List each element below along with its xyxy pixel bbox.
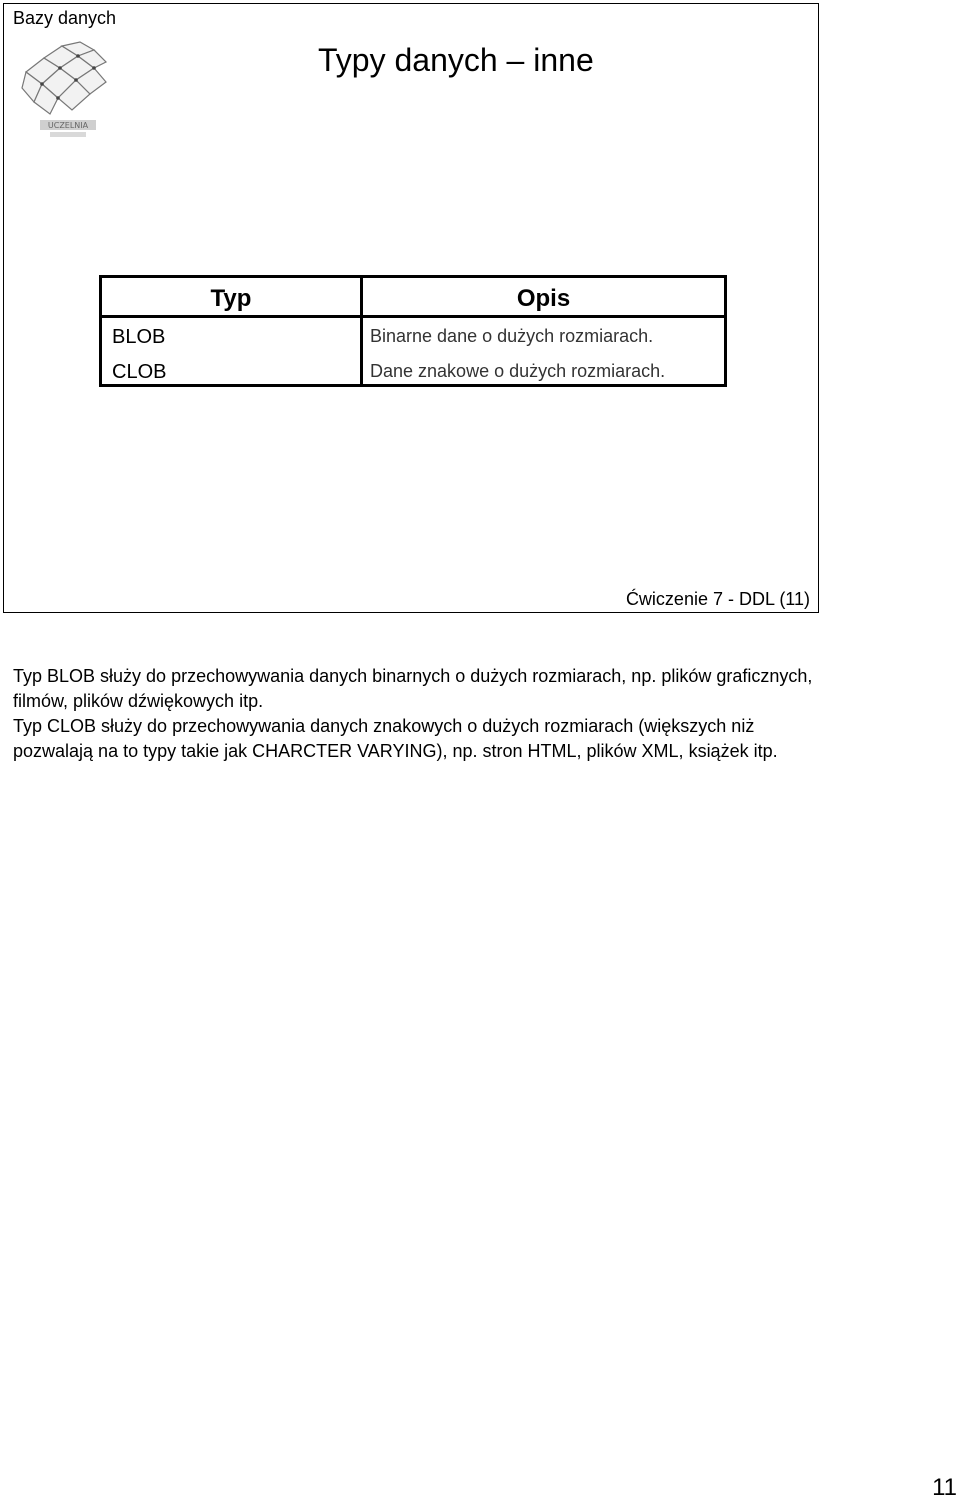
row-blob-type: BLOB xyxy=(112,326,166,348)
slide-title: Typy danych – inne xyxy=(318,42,594,78)
svg-text:UCZELNIA: UCZELNIA xyxy=(47,121,89,130)
row-blob-description: Binarne dane o dużych rozmiarach. xyxy=(370,326,654,346)
slide xyxy=(3,3,819,613)
data-types-table xyxy=(99,275,727,387)
header-typ: Typ xyxy=(210,285,252,312)
row-clob-description: Dane znakowe o dużych rozmiarach. xyxy=(370,361,666,381)
row-clob-type: CLOB xyxy=(112,361,167,383)
course-title: Bazy danych xyxy=(13,8,117,28)
slide-footer: Ćwiczenie 7 - DDL (11) xyxy=(625,589,810,609)
note-clob-paragraph: Typ CLOB służy do przechowywania danych znakowych o dużych rozmiarach (większych niż pozwalają na to typy takie jak CHARCTER VARYING), np. stron HTML, plików XML, książek itp. xyxy=(13,716,778,761)
notes-section xyxy=(13,664,813,764)
note-blob-paragraph: Typ BLOB służy do przechowywania danych binarnych o dużych rozmiarach, np. plików graficznych, filmów, plików dźwiękowych itp. xyxy=(13,666,813,711)
university-logo xyxy=(20,40,110,140)
header-opis: Opis xyxy=(516,285,571,312)
grid-logo-icon xyxy=(20,40,110,140)
page-number: 11 xyxy=(932,1474,957,1501)
